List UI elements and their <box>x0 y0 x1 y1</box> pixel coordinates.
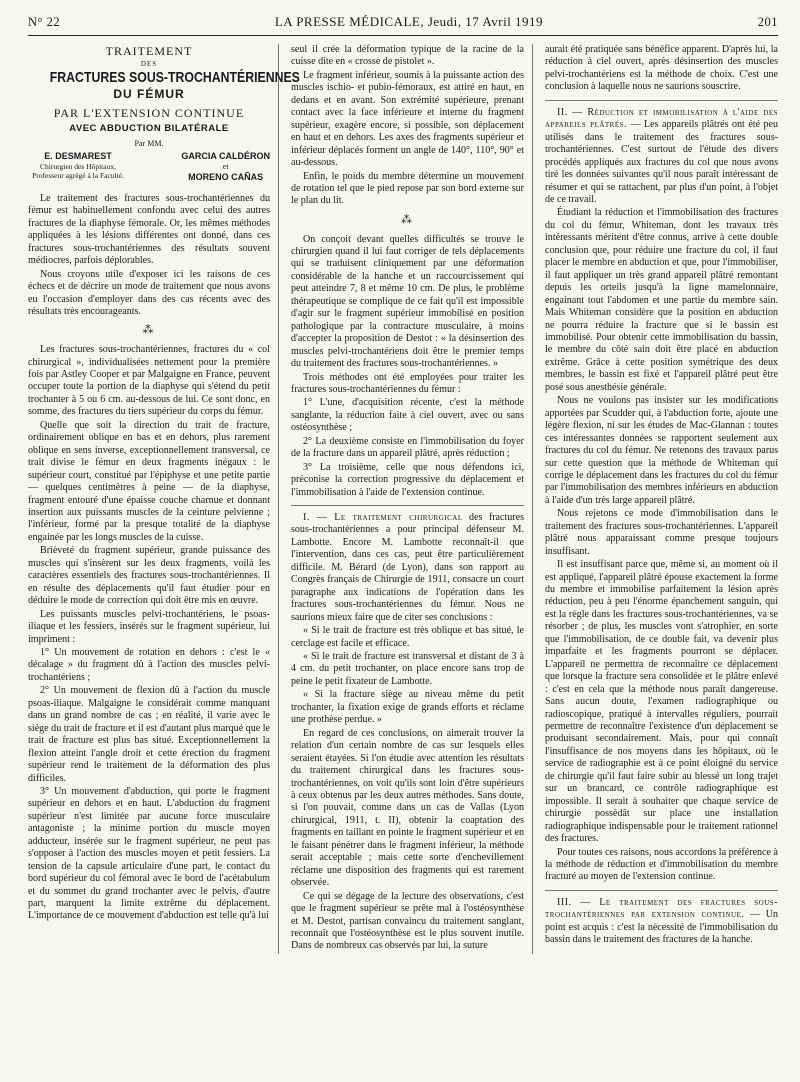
section-heading-2: II. — Réduction et immobilisation à l'aide des appareils plâtrés. — Les appareils plâtrés ont été peu utilisés dans le traitement des fractures sous-trochantériennes. C'est surtout de l'étude des divers procédés appliqués aux fractures du col que nous avons tiré les données suivantes qu'il nous paraît intéressant de résumer et qui se rattachent, par plus d'un point, à l'objet de ce travail. <box>545 106 779 205</box>
column-3 <box>545 44 778 954</box>
paragraph: Le fragment inférieur, soumis à la puissante action des muscles ischio- et pubio-fémoraux, est attiré en haut, en dedans et en avant. Son extrémité supérieure, prenant contact avec la face inférieure et interne du fragment supérieur, exagère encore, si possible, son déplacement en haut et en dehors. Les axes des fragments supérieur et inférieur déplacés forment un angle de 140°, 110°, 90° et au-dessous. <box>291 69 524 169</box>
paragraph: Nous rejetons ce mode d'immobilisation dans le traitement des fractures sous-trochantériennes. L'appareil plâtré nous apparaissant comme presque toujours insuffisant. <box>545 508 778 557</box>
title-line-1: TRAITEMENT <box>105 44 193 58</box>
paragraph: Brièveté du fragment supérieur, grande puissance des muscles qui s'insèrent sur les deux fragments, voilà les caractères essentiels des fractures sous-trochantériennes. Il en résulte des déplacements qu'il faut étudier pour en déduire le mode de correction qui doit être mis en œuvre. <box>28 545 270 607</box>
section-heading-1: I. — Le traitement chirurgical des fractures sous-trochantériennes a pour principal défenseur M. Lambotte. Encore M. Lambotte reconnaît-il que l'intervention, dans ces cas, peut être particulièrement difficile. M. Bérard (de Lyon), dans son rapport au Congrès français de Chirurgie de 1911, consacre un court paragraphe aux indications de l'opération dans les fractures sous-trochantériennes du fémur. Nous ne saurions mieux faire que de citer ses conclusions : <box>291 512 524 623</box>
paragraph: Trois méthodes ont été employées pour traiter les fractures sous-trochantériennes du fémur : <box>291 371 524 395</box>
subtitle-line-1: PAR L'EXTENSION CONTINUE <box>53 106 245 121</box>
column-1 <box>28 44 300 954</box>
section-asterism: ⁂ <box>142 324 156 337</box>
authors <box>28 151 270 183</box>
paragraph: Ce qui se dégage de la lecture des observations, c'est que le fragment supérieur se prête mal à l'ostéosynthèse et M. Destot, partisan convaincu du traitement sanglant, reconnaît que l'ostéosynthèse est le plus souvent inutile. Dans de nombreux cas observés par lui, la suture <box>291 890 524 952</box>
subtitle-line-2: AVEC ABDUCTION BILATÉRALE <box>69 123 229 135</box>
paragraph: Étudiant la réduction et l'immobilisation des fractures du col du fémur, Whiteman, dont les travaux très intéressants méritent d'être connus, arrive à cette double conclusion que, pour réduire une fracture du col, il faut placer le membre en abduction et que, pour l'immobiliser, il faut appliquer un très grand appareil plâtré remontant depuis les orteils jusqu'à la ligne mamelonnaire, engainant tout l'abdomen et une partie du membre sain. Mais Whiteman considère que la position en abduction ne pourra réduire la fracture que si le bassin est immobilisé. Pour obtenir cette immobilisation du bassin, le membre du côté sain doit être placé en abduction extrême. Grâce à cette position symétrique des deux membres, le bassin est fixé et l'appareil plâtré peut être posé sous anesthésie générale. <box>545 207 778 393</box>
title-line-2: DES <box>140 59 158 68</box>
paragraph: « Si le trait de fracture est très oblique et bas situé, le cerclage est facile et efficace. <box>291 625 524 649</box>
paragraph: Nous ne voulons pas insister sur les modifications apportées par Scudder qui, à l'abduction forte, ajoute une légère flexion, ni sur les études de Mac-Glannan : toutes ces intéressantes données se rapportent seulement aux fractures du col du fémur. Ne retenons des travaux parus sur cette question que la méthode de Whiteman qui corrige le déplacement dans les fractures du col du fémur par l'immobilisation des membres inférieurs en abduction à l'aide d'un très large appareil plâtré. <box>545 395 778 506</box>
paragraph: « Si la fracture siège au niveau même du petit trochanter, la fixation exige de grands efforts et réclame une prothèse perdue. » <box>291 689 524 726</box>
journal-title: LA PRESSE MÉDICALE, Jeudi, 17 Avril 1919 <box>274 14 544 29</box>
page-number: 201 <box>757 15 778 29</box>
section-divider <box>545 100 778 101</box>
paragraph: On conçoit devant quelles difficultés se trouve le chirurgien quand il lui faut corriger de tels déplacements qui se traduisent cliniquement par une déformation considérable de la hanche et un raccourcissement qui peut atteindre 7, 8 et même 10 cm. De plus, le problème thérapeutique se complique de ce fait qu'il est impossible d'agir sur le fragment supérieur immobilisé en position pathologique par la contracture musculaire, à moins d'accepter la proposition de Destot : « la désinsertion des muscles pelvi-trochantériens doit être le premier temps du traitement des fractures sous-trochantériennes. » <box>291 233 524 370</box>
paragraph: 1° L'une, d'acquisition récente, c'est la méthode sanglante, la réduction faite à ciel ouvert, avec ou sans ostéosynthèse ; <box>291 397 524 434</box>
article-title-block <box>28 44 300 183</box>
section-asterism: ⁂ <box>401 213 414 226</box>
issue-number: N° 22 <box>28 15 61 29</box>
byline-intro: Par MM. <box>134 138 164 148</box>
paragraph: Les fractures sous-trochantériennes, fractures du « col chirurgical », individualisées nettement pour la première fois par Astley Cooper et par Malgaigne en France, peuvent occuper toute la portion de la diaphyse qui s'étend du petit trochanter à 5 ou 6 cm. au-dessous de lui. Ce sont donc, en somme, des fractures du tiers supérieur du corps du fémur. <box>28 344 270 418</box>
title-line-4: DU FÉMUR <box>113 87 185 102</box>
paragraph: 3° Un mouvement d'abduction, qui porte le fragment supérieur en dehors et en haut. L'abduction du fragment supérieur n'est limitée par aucune force musculaire antagoniste ; la minime portion du muscle moyen adducteur, insérée sur le fragment supérieur, ne peut pas s'opposer à l'action des muscles moyen et petit fessiers. La tension de la capsule articulaire d'une part, le contact du bord supérieur du col fémoral avec le bord de l'acétabulum et du sommet du grand trochanter avec le pelvis, d'autre part, marquent la limite extrême du déplacement. L'importance de ce mouvement d'abduction est telle qu'à lui <box>28 785 270 922</box>
author-1: E. DESMAREST Chirurgien des Hôpitaux, Professeur agrégé à la Faculté. <box>32 150 124 181</box>
journal-page <box>28 14 778 1074</box>
paragraph: Enfin, le poids du membre détermine un mouvement de rotation tel que le pied repose par son bord externe sur le plan du lit. <box>291 170 524 207</box>
paragraph: 2° Un mouvement de flexion dû à l'action du muscle psoas-iliaque. Malgaigne le considérait comme manquant dans un grand nombre de cas ; en réalité, il varie avec le siège du trait de fracture et il est d'autant plus marqué que le trait de fracture est plus bas situé. Exceptionnellement la flexion atteint l'angle droit et cette érection du fragment supérieur rend le traitement de la déformation des plus difficiles. <box>28 685 270 784</box>
paragraph: aurait été pratiquée sans bénéfice apparent. D'après lui, la réduction à ciel ouvert, après désinsertion des muscles pelvi-trochantériens est la méthode de choix. C'est une conclusion à laquelle nous ne saurions souscrire. <box>545 44 778 93</box>
paragraph: Nous croyons utile d'exposer ici les raisons de ces échecs et de décrire un mode de traitement que nous avons eu l'occasion d'employer dans des cas récents avec des résultats très encourageants. <box>28 268 270 318</box>
paragraph: Quelle que soit la direction du trait de fracture, ordinairement oblique en bas et en dehors, plus rarement oblique en sens inverse, exceptionnellement transversal, ce trait divise le fémur en deux fragments inégaux : le supérieur court, constitué par l'épiphyse et une petite partie — quelques centimètres à peine — de la diaphyse, fragment entouré d'une épaisse couche charnue et donnant insertion aux puissants muscles de la ceinture pelvienne ; l'inférieur, formé par la presque totalité de la diaphyse engainée par les longs muscles de la cuisse. <box>28 419 270 543</box>
paragraph: 3° La troisième, celle que nous défendons ici, préconise la correction progressive du déplacement et l'immobilisation à l'aide de l'extension continue. <box>291 461 524 498</box>
section-heading-3: III. — Le traitement des fractures sous-trochantériennes par extension continue. — Un point est acquis : c'est la nécessité de l'immobilisation du bassin dans le traitement des fractures de la hanche. <box>545 896 778 946</box>
title-line-3: FRACTURES SOUS-TROCHANTÉRIENNES <box>49 68 300 86</box>
paragraph: 2° La deuxième consiste en l'immobilisation du foyer de la fracture dans un appareil plâtré, après réduction ; <box>291 435 524 460</box>
paragraph: Pour toutes ces raisons, nous accordons la préférence à la méthode de réduction et d'immobilisation du membre fracturé au moyen de l'extension continue. <box>545 846 778 883</box>
paragraph: Les puissants muscles pelvi-trochantériens, le psoas-iliaque et les fessiers, insérés sur le fragment supérieur, lui impriment : <box>28 608 270 645</box>
column-2 <box>291 44 533 954</box>
paragraph: Il est insuffisant parce que, même si, au moment où il est appliqué, l'appareil plâtré épouse exactement la forme du membre et immobilise parfaitement la lésion après réduction, peu à peu l'énorme épanchement sanguin, qui est la règle dans les fractures sous-trochantériennes, va se résorber ; de plus, les muscles vont s'atrophier, en sorte que l'immobilisation, de ce double fait, va devenir plus imparfaite et les fragments pourront se déplacer. L'appareil ne permettra de reconnaître ce déplacement que lorsque la fracture sera consolidée et le plâtre enlevé : c'est en cela que la méthode nous paraît dangereuse. Sans aucun doute, l'examen radiographique ou radioscopique, pratiqué à intervalles réguliers, pourrait permettre de reconnaître l'existence d'un déplacement se produisant secondairement. Mais, pour qui connaît l'insuffisance de nos moyens dans les hôpitaux, où le service de radiographie est à ce point éloigné du service de chirurgie qu'il faut faire subir au blessé un long trajet sur un brancard, ce contrôle radiographique est impossible. Il serait à souhaiter que chaque service de chirurgie possédât sur place une installation radiographique indispensable pour le traitement rationnel des fractures. <box>545 559 778 845</box>
section-divider <box>291 505 524 506</box>
paragraph: Le traitement des fractures sous-trochantériennes du fémur est habituellement confondu avec celui des autres fractures de la diaphyse fémorale. Or, les mêmes méthodes appliquées à les lésions différentes ont donné, dans ces fractures sous-trochantériennes des résultats souvent médiocres, parfois déplorables. <box>28 192 270 267</box>
paragraph: « Si le trait de fracture est transversal et distant de 3 à 4 cm. du petit trochanter, on place encore sans trop de peine le petit fixateur de Lambotte. <box>291 651 524 687</box>
running-header <box>28 14 778 36</box>
author-2-3: GARCIA CALDÉRON et MORENO CAÑAS <box>181 150 270 182</box>
section-divider <box>545 890 778 891</box>
paragraph: En regard de ces conclusions, on aimerait trouver la relation d'un certain nombre de cas sur lesquels elles seraient étayées. Si l'on étudie avec attention les résultats du traitement chirurgical dans les fractures sous-trochantériennes, on voit qu'ils sont loin d'être supérieurs à ceux obtenus par les deux autres méthodes. Sans doute, si l'on pouvait, comme dans un cas de Vallas (Lyon chirurgical, 1911, t. II), obtenir la coaptation des fragments en taillant en pointe le fragment supérieur et en le faisant pénétrer dans le fragment inférieur, la méthode serait acceptable ; mais cette sorte d'enchevillement réclame une disposition des fragments qui est rarement observée. <box>291 727 524 889</box>
paragraph: 1° Un mouvement de rotation en dehors : c'est le « décalage » du fragment dû à l'action des muscles pelvi-trochantériens ; <box>28 646 270 683</box>
paragraph: seul il crée la déformation typique de la racine de la cuisse dite en « crosse de pistolet ». <box>291 44 524 68</box>
